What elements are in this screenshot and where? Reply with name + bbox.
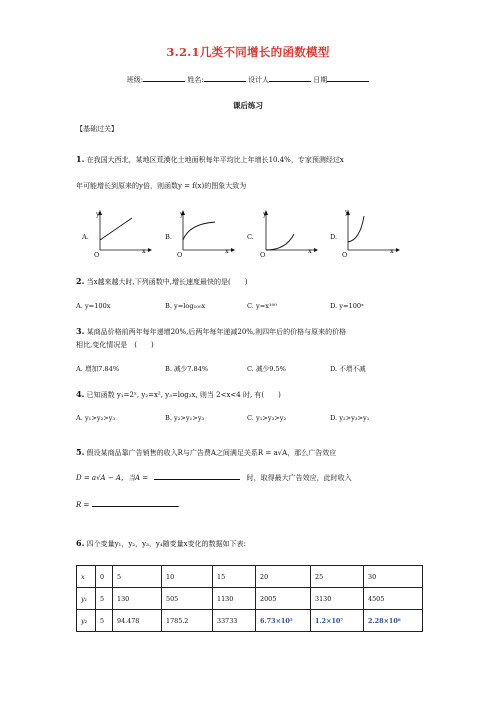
table-cell: x	[77, 566, 96, 588]
q3-option-c: C. 减少9.5%	[247, 365, 286, 373]
q4-option-a: A. y₁>y₂>y₃	[76, 414, 116, 422]
info-line	[0, 74, 496, 85]
table-cell: 505	[162, 588, 213, 610]
q5-number: 5.	[76, 447, 85, 457]
table-cell: 2005	[256, 588, 311, 610]
table-cell: 5	[96, 588, 113, 610]
q3-text-line1: 某商品价格前两年每年递增20%,后两年每年递减20%,则四年后的价格与原来的价格	[86, 328, 347, 336]
q1-line1	[76, 154, 344, 165]
q2-option-c: C. y=x¹⁰⁰	[247, 302, 277, 310]
table-row	[77, 566, 423, 588]
q5-text-line2b: 时，取得最大广告效应，此时收入	[246, 474, 352, 482]
q3-option-a: A. 增加7.84%	[76, 365, 120, 373]
q2-option-a: A. y=100x	[76, 302, 111, 310]
table-cell: 5	[96, 610, 113, 632]
q2-option-b: B. y=log₁₀₀x	[165, 302, 206, 310]
table-cell: 130	[113, 588, 162, 610]
q5-end-period: .	[177, 501, 180, 509]
q1-d-x: x	[390, 247, 394, 255]
table-cell: y₁	[77, 588, 96, 610]
table-cell: 1.2×10⁷	[311, 610, 364, 632]
table-cell: 1130	[213, 588, 256, 610]
table-cell: 30	[364, 566, 423, 588]
class-label: 班级:	[126, 76, 144, 84]
q3-number: 3.	[76, 326, 85, 336]
q2-stem	[76, 276, 247, 287]
section-heading: 【基础过关】	[76, 125, 118, 133]
q1-text-line1: 在我国大西北，某地区荒漠化土地面积每年平均比上年增长10.4%，专家预测经过x	[86, 156, 344, 164]
q1-a-y: y	[96, 210, 100, 218]
q1-c-x: x	[308, 247, 312, 255]
q1-d-y: y	[345, 208, 349, 216]
table-cell: 6.73×10⁵	[256, 610, 311, 632]
q1-text-line2: 年可能增长到原来的y倍，则函数y = f(x)的图象大致为	[76, 182, 247, 190]
table-row	[77, 610, 423, 632]
q5-answer-a-blank[interactable]	[154, 472, 240, 480]
table-cell: y₂	[77, 610, 96, 632]
q6-stem	[76, 538, 246, 549]
q4-text: 已知函数 y₁=2ˣ, y₂=x², y₃=log₂x, 则当 2<x<4 时, 有( )	[86, 391, 281, 399]
q1-a-o: O	[94, 251, 100, 259]
name-label: 姓名:	[187, 76, 204, 84]
table-cell: 25	[311, 566, 364, 588]
q5-line3	[76, 499, 180, 509]
data-table	[76, 565, 423, 632]
q2-text: 当x越来越大时,下列函数中,增长速度最快的是( )	[86, 278, 248, 286]
q2-number: 2.	[76, 276, 85, 286]
table-row	[77, 588, 423, 610]
table-cell: 0	[96, 566, 113, 588]
page-title: 3.2.1几类不同增长的函数模型	[166, 45, 330, 59]
q4-option-d: D. y₂>y₃>y₁	[330, 414, 370, 422]
table-cell: 15	[213, 566, 256, 588]
q1-d-o: O	[342, 251, 348, 259]
q5-text-line2a: D = a√A − A，当A =	[76, 474, 149, 482]
q1-c-o: O	[260, 251, 266, 259]
q2-option-d: D. y=100ˣ	[330, 302, 364, 310]
q4-number: 4.	[76, 389, 85, 399]
subtitle: 课后练习	[233, 101, 263, 110]
q1-b-y: y	[180, 210, 184, 218]
q1-option-c-label: C.	[247, 233, 254, 241]
date-blank[interactable]	[327, 74, 369, 82]
q5-text-line3: R =	[76, 501, 90, 509]
class-blank[interactable]	[143, 74, 185, 82]
q1-option-d-label: D.	[330, 233, 338, 241]
q1-a-x: x	[142, 247, 146, 255]
q5-line2	[76, 472, 352, 483]
table-cell: 20	[256, 566, 311, 588]
q4-option-b: B. y₂>y₁>y₃	[165, 414, 205, 422]
date-label: 日期	[313, 76, 328, 84]
q1-option-a-label: A.	[82, 233, 89, 241]
table-cell: 4505	[364, 588, 423, 610]
table-cell: 1785.2	[162, 610, 213, 632]
table-cell: 94.478	[113, 610, 162, 632]
q3-option-b: B. 减少7.84%	[165, 365, 209, 373]
table-cell: 10	[162, 566, 213, 588]
table-cell: 33733	[213, 610, 256, 632]
table-cell: 5	[113, 566, 162, 588]
q4-stem	[76, 389, 281, 400]
q3-line1	[76, 326, 346, 337]
q6-text: 四个变量y₁，y₂，y₃，y₄随变量x变化的数据如下表:	[86, 540, 246, 548]
q5-line1	[76, 447, 336, 458]
table-cell: 3130	[311, 588, 364, 610]
q5-text-line1: 假设某商品靠广告销售的收入R与广告费A之间满足关系R = a√A，那么广告效应	[86, 449, 337, 457]
q5-answer-r-blank[interactable]	[92, 499, 178, 507]
q4-option-c: C. y₁>y₃>y₂	[247, 414, 287, 422]
q1-number: 1.	[76, 154, 85, 164]
q1-c-y: y	[263, 210, 267, 218]
q1-b-o: O	[177, 251, 183, 259]
name-blank[interactable]	[204, 74, 246, 82]
designer-blank[interactable]	[269, 74, 311, 82]
designer-label: 设计人	[247, 76, 269, 84]
q1-option-b-label: B.	[165, 233, 172, 241]
table-cell: 2.28×10⁸	[364, 610, 423, 632]
q1-b-x: x	[225, 247, 229, 255]
q3-text-line2: 相比,变化情况是 ( )	[76, 341, 154, 349]
q3-option-d: D. 不增不减	[330, 365, 366, 373]
q6-number: 6.	[76, 538, 85, 548]
